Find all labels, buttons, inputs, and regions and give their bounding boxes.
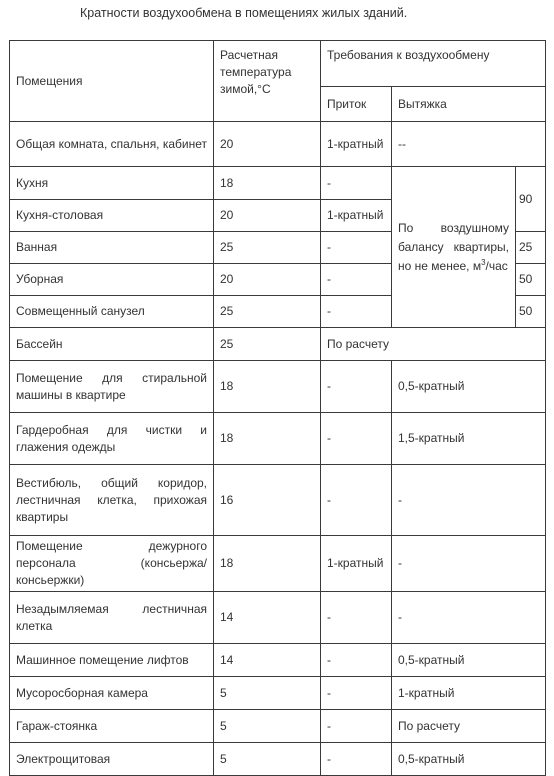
supply-cell: - (321, 743, 392, 776)
header-supply: Приток (321, 87, 392, 122)
room-name: Машинное помещение лифтов (10, 644, 214, 677)
balance-note-unit: /час (485, 258, 508, 273)
header-temperature (214, 41, 321, 122)
table-row (10, 743, 546, 776)
air-exchange-table (9, 40, 546, 776)
table-row (10, 536, 546, 592)
room-name: Вестибюль, общий коридор, лестничная клетка, прихожая квартиры (10, 465, 214, 536)
exhaust-value-cell: 50 (516, 264, 546, 296)
supply-cell: - (321, 264, 392, 296)
header-temp-line2: температура (220, 65, 292, 79)
supply-cell: - (321, 644, 392, 677)
table-row (10, 710, 546, 743)
supply-cell: - (321, 296, 392, 328)
room-name: Кухня (10, 167, 214, 200)
supply-cell: 1-кратный (321, 536, 392, 592)
table-row (10, 361, 546, 413)
table-row (10, 592, 546, 644)
supply-cell: - (321, 167, 392, 200)
room-name: Мусоросборная камера (10, 677, 214, 710)
room-name: Незадымляемая лестничная клетка (10, 592, 214, 644)
temperature-cell: 20 (214, 122, 321, 167)
balance-note-sup: 3 (481, 257, 486, 267)
header-room: Помещения (10, 41, 214, 122)
temperature-cell: 18 (214, 536, 321, 592)
table-row (10, 328, 546, 361)
table-row (10, 644, 546, 677)
exhaust-value-cell: 50 (516, 296, 546, 328)
temperature-cell: 18 (214, 413, 321, 465)
exhaust-value-cell: 25 (516, 232, 546, 264)
exhaust-cell: - (392, 592, 546, 644)
supply-cell: - (321, 361, 392, 413)
temperature-cell: 5 (214, 743, 321, 776)
supply-cell: - (321, 413, 392, 465)
table-row (10, 677, 546, 710)
supply-cell: 1-кратный (321, 200, 392, 232)
exhaust-cell: 1-кратный (392, 677, 546, 710)
room-name: Кухня-столовая (10, 200, 214, 232)
header-temp-line1: Расчетная (220, 48, 278, 62)
room-name: Уборная (10, 264, 214, 296)
table-row (10, 465, 546, 536)
temperature-cell: 14 (214, 592, 321, 644)
exhaust-cell: 0,5-кратный (392, 743, 546, 776)
exhaust-cell: 0,5-кратный (392, 644, 546, 677)
balance-note-text: По воздушному балансу квартиры, но не менее, м (398, 220, 509, 273)
room-name: Помещение для стиральной машины в квартире (10, 361, 214, 413)
temperature-cell: 5 (214, 710, 321, 743)
temperature-cell: 25 (214, 328, 321, 361)
temperature-cell: 5 (214, 677, 321, 710)
exhaust-cell: - (392, 536, 546, 592)
temperature-cell: 14 (214, 644, 321, 677)
room-name: Общая комната, спальня, кабинет (10, 122, 214, 167)
table-row (10, 122, 546, 167)
supply-cell: - (321, 465, 392, 536)
supply-cell: - (321, 677, 392, 710)
room-name: Гараж-стоянка (10, 710, 214, 743)
header-temp-line3: зимой,°С (220, 82, 271, 96)
exhaust-cell: -- (392, 122, 546, 167)
exhaust-cell: - (392, 465, 546, 536)
temperature-cell: 16 (214, 465, 321, 536)
supply-cell: - (321, 232, 392, 264)
room-name: Электрощитовая (10, 743, 214, 776)
temperature-cell: 25 (214, 296, 321, 328)
temperature-cell: 20 (214, 264, 321, 296)
room-name: Бассейн (10, 328, 214, 361)
room-name: Гардеробная для чистки и глажения одежды (10, 413, 214, 465)
header-row-1 (10, 41, 546, 87)
room-name: Совмещенный санузел (10, 296, 214, 328)
supply-exhaust-cell: По расчету (321, 328, 546, 361)
supply-cell: - (321, 710, 392, 743)
table-row (10, 413, 546, 465)
room-name: Помещение дежурного персонала (консьержа/консьержки) (10, 536, 214, 592)
exhaust-cell: 1,5-кратный (392, 413, 546, 465)
header-requirements: Требования к воздухообмену (321, 41, 546, 87)
page-title: Кратности воздухообмена в помещениях жилых зданий. (80, 6, 408, 20)
temperature-cell: 18 (214, 167, 321, 200)
exhaust-value-cell: 90 (516, 167, 546, 232)
temperature-cell: 20 (214, 200, 321, 232)
temperature-cell: 18 (214, 361, 321, 413)
exhaust-cell: 0,5-кратный (392, 361, 546, 413)
balance-note-cell (392, 167, 516, 328)
header-exhaust: Вытяжка (392, 87, 546, 122)
temperature-cell: 25 (214, 232, 321, 264)
supply-cell: - (321, 592, 392, 644)
exhaust-cell: По расчету (392, 710, 546, 743)
room-name: Ванная (10, 232, 214, 264)
table-row (10, 167, 546, 200)
supply-cell: 1-кратный (321, 122, 392, 167)
